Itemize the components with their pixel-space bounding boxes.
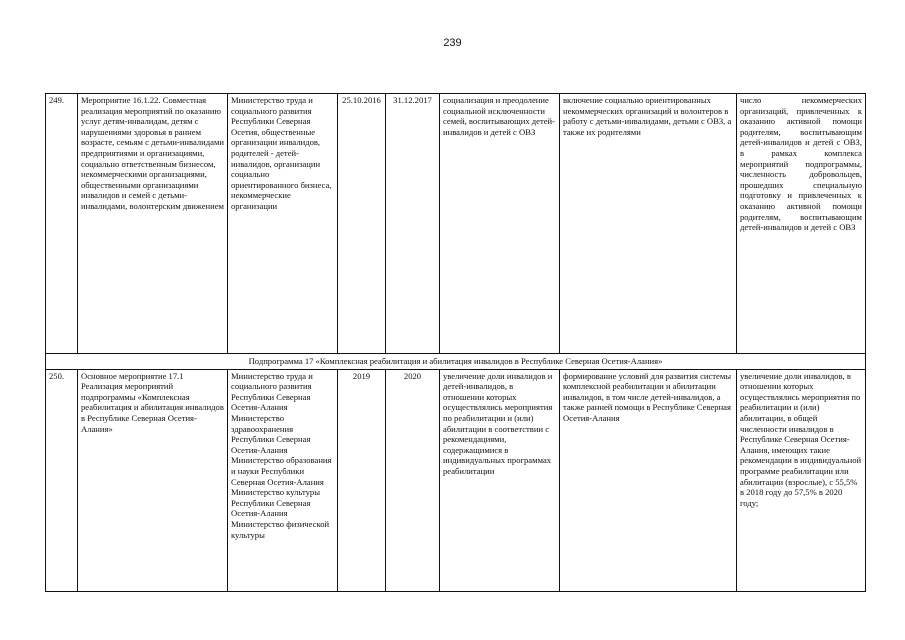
links-cell: включение социально ориентированных некоммерческих организаций и волонтеров в работу с детьми-инвалидами, детьми с ОВЗ, а также их родителями — [560, 94, 737, 354]
measure-cell: Основное мероприятие 17.1 Реализация мероприятий подпрограммы «Комплексная реабилитация и абилитация инвалидов в Республике Северная Осетия-Алания» — [78, 369, 228, 591]
end-date-cell: 2020 — [386, 369, 440, 591]
indicator-cell: увеличение доли инвалидов, в отношении которых осуществлялись мероприятия по реабилитации и (или) абилитации, в общей численности инвалидов в Республике Северная Осетия-Алания, имеющих такие рекомендации в индивидуальной программе реабилитации или абилитации (взрослые), с 55,5% в 2018 году до 57,5% в 2020 году; — [737, 369, 866, 591]
executor-cell: Министерство труда и социального развития Республики Северная Осетия-Алания Министерство здравоохранения Республики Северная Осетия-Алания Министерство образования и науки Республики Северная Осетия-Алания Министерство культуры Республики Северная Осетия-Алания Министерство физической культуры — [228, 369, 338, 591]
result-cell: социализация и преодоление социальной исключенности семей, воспитывающих детей-инвалидов и детей с ОВЗ — [440, 94, 560, 354]
row-number: 249. — [46, 94, 78, 354]
page-number: 239 — [443, 37, 462, 49]
end-date-cell: 31.12.2017 — [386, 94, 440, 354]
table-row — [46, 94, 866, 354]
row-number: 250. — [46, 369, 78, 591]
result-cell: увеличение доли инвалидов и детей-инвалидов, в отношении которых осуществлялись мероприятия по реабилитации и (или) абилитации в соответствии с рекомендациями, содержащимися в индивидуальных программах реабилитации — [440, 369, 560, 591]
start-date-cell: 25.10.2016 — [338, 94, 386, 354]
measure-cell: Мероприятие 16.1.22. Совместная реализация мероприятий по оказанию услуг детям-инвалидам, детям с нарушениями здоровья в раннем возрасте, семьям с детьми-инвалидами предприятиями и организациями, социально ответственным бизнесом, некоммерческими организациями, общественными организациями инвалидов и семей с детьми-инвалидами, волонтерским движением — [78, 94, 228, 354]
executor-cell: Министерство труда и социального развития Республики Северная Осетия, общественные организации инвалидов, родителей - детей-инвалидов, организации социально ориентированного бизнеса, некоммерческие организации — [228, 94, 338, 354]
links-cell: формирование условий для развития системы комплексной реабилитации и абилитации инвалидов, в том числе детей-инвалидов, а также ранней помощи в Республике Северная Осетия-Алания — [560, 369, 737, 591]
subprogram-heading: Подпрограмма 17 «Комплексная реабилитация и абилитация инвалидов в Республике Северная Осетия-Алания» — [46, 354, 866, 370]
indicator-cell: число некоммерческих организаций, привлеченных к оказанию активной помощи родителям, воспитывающим детей-инвалидов и детей с ОВЗ, в рамках комплекса мероприятий подпрограммы, численность добровольцев, прошедших специальную подготовку и привлеченных к оказанию активной помощи родителям, воспитывающим детей-инвалидов и детей с ОВЗ — [737, 94, 866, 354]
start-date-cell: 2019 — [338, 369, 386, 591]
measures-table — [45, 93, 866, 592]
subprogram-heading-row — [46, 354, 866, 370]
table-row — [46, 369, 866, 591]
